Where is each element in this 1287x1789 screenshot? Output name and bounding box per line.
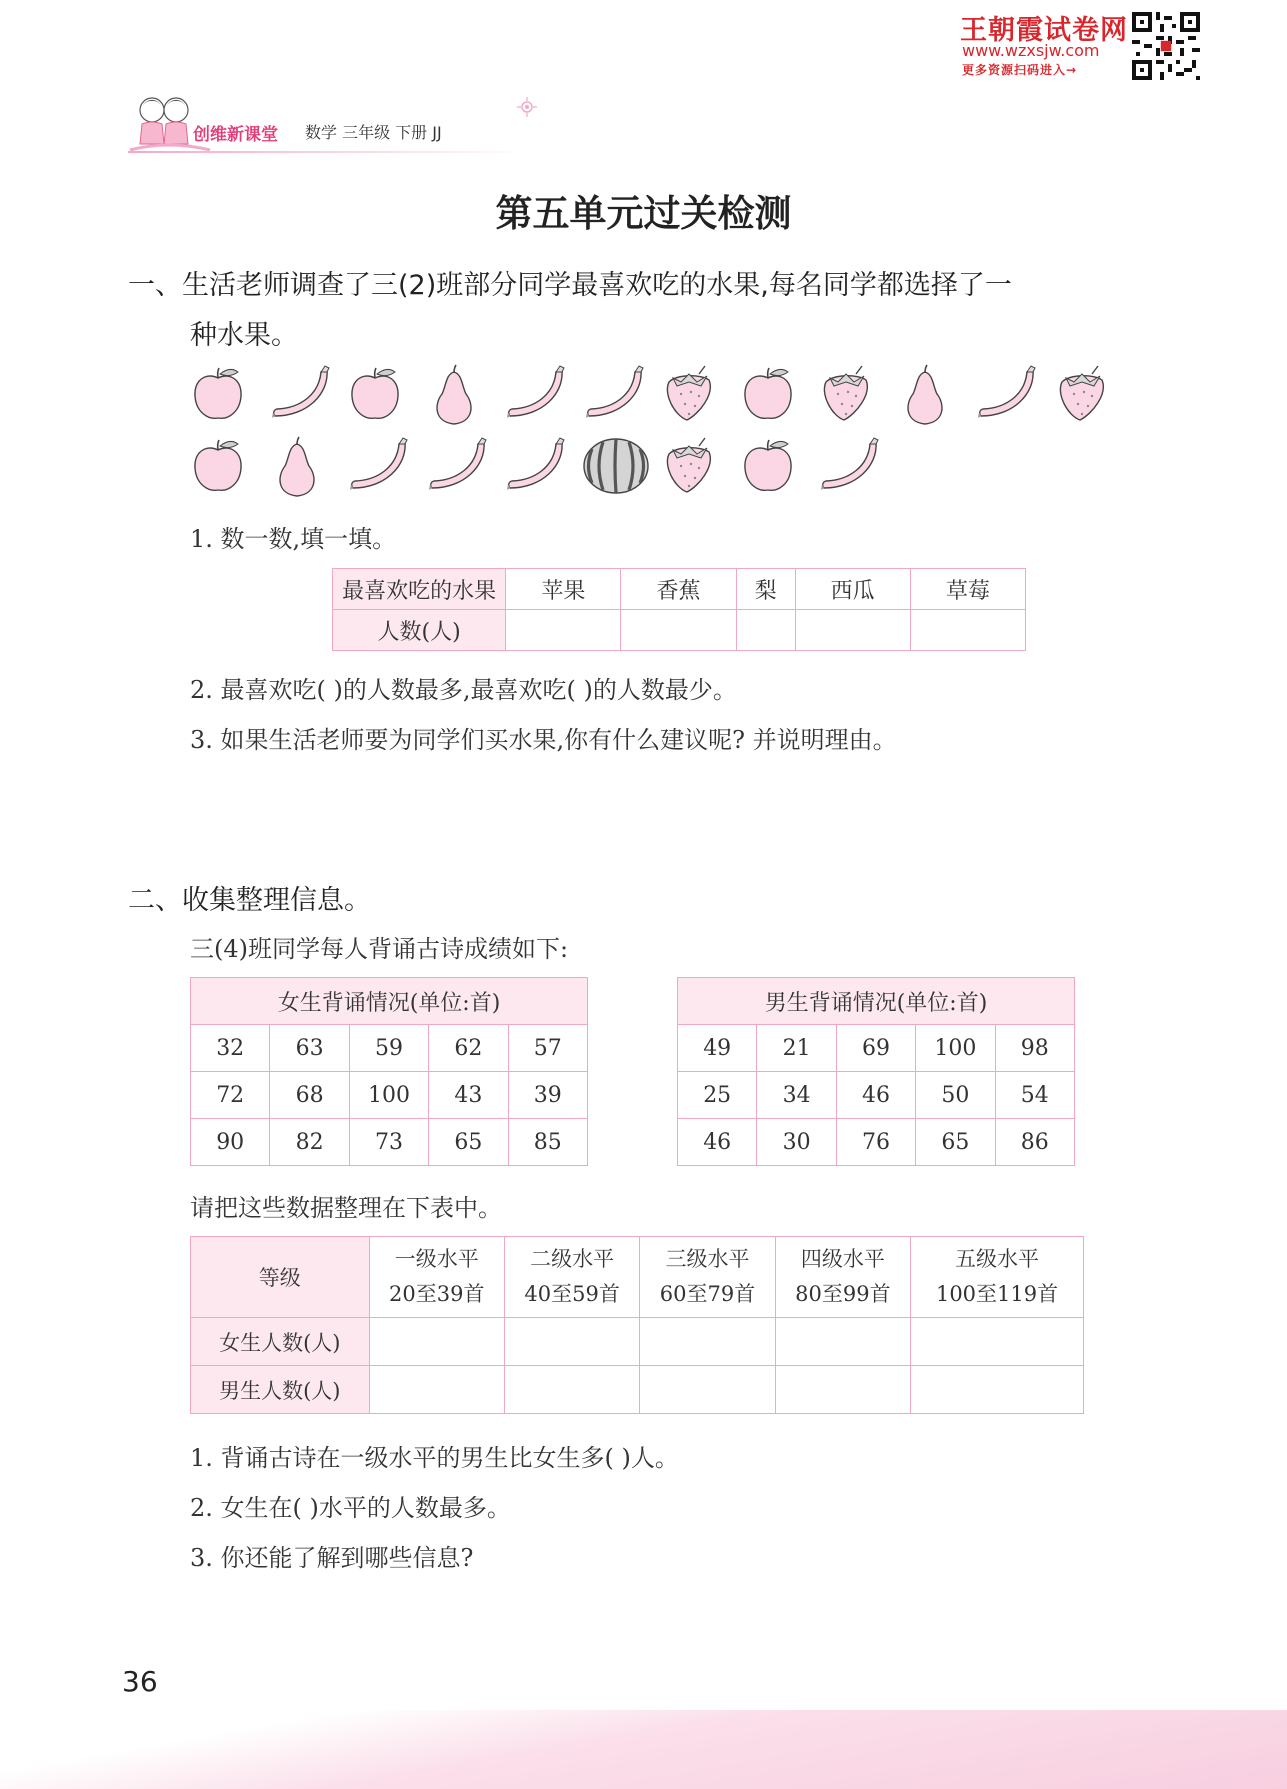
banana-icon	[502, 436, 572, 500]
boys-table-score-cell: 21	[757, 1025, 836, 1072]
course-info: 数学 三年级 下册 JJ	[305, 123, 442, 142]
section2-question-2: 2. 女生在( )水平的人数最多。	[190, 1494, 511, 1522]
boys-table-row	[678, 1119, 1075, 1166]
fruit-table-row-label: 人数(人)	[333, 610, 506, 651]
girls-table-title: 女生背诵情况(单位:首)	[191, 978, 588, 1025]
answer-cell-girls-level-2[interactable]	[504, 1318, 639, 1366]
grade-table-girls-row	[191, 1318, 1084, 1366]
girls-table-score-cell: 57	[508, 1025, 587, 1072]
watermark-url: www.wzxsjw.com	[962, 41, 1100, 60]
girls-table-score-cell: 82	[270, 1119, 349, 1166]
section2-intro: 三(4)班同学每人背诵古诗成绩如下:	[190, 935, 569, 963]
girls-table-score-cell: 63	[270, 1025, 349, 1072]
level-4-name: 四级水平	[800, 1247, 885, 1271]
strawberry-icon	[659, 364, 719, 428]
level-5-range: 100至119首	[935, 1282, 1059, 1306]
level-3-name: 三级水平	[665, 1247, 750, 1271]
grade-table-header-row	[191, 1237, 1084, 1318]
girls-table-score-cell: 85	[508, 1119, 587, 1166]
boys-table-score-cell: 98	[995, 1025, 1074, 1072]
banana-icon	[502, 364, 572, 428]
level-2-name: 二级水平	[530, 1247, 615, 1271]
brand-name: 创维新课堂	[193, 125, 278, 145]
watermark-title: 王朝霞试卷网	[960, 15, 1128, 46]
level-1-header	[369, 1237, 504, 1318]
fruit-count-table	[332, 568, 1026, 651]
answer-cell-boys-level-4[interactable]	[775, 1366, 910, 1414]
boys-table-score-cell: 100	[916, 1025, 995, 1072]
boys-table-score-cell: 46	[836, 1072, 915, 1119]
sparkle-icon	[516, 96, 538, 118]
qr-code-icon	[1132, 12, 1200, 80]
answer-cell-girls-level-3[interactable]	[640, 1318, 775, 1366]
level-3-range: 60至79首	[659, 1282, 756, 1306]
answer-cell-boys-level-3[interactable]	[640, 1366, 775, 1414]
girls-table-score-cell: 90	[191, 1119, 270, 1166]
boys-table-score-cell: 34	[757, 1072, 836, 1119]
apple-icon	[188, 436, 248, 500]
grade-table-corner: 等级	[191, 1237, 370, 1318]
fruit-table-header-label: 最喜欢吃的水果	[333, 569, 506, 610]
section2-question-3: 3. 你还能了解到哪些信息?	[190, 1544, 474, 1572]
apple-icon	[188, 364, 248, 428]
answer-cell-watermelon[interactable]	[795, 610, 910, 651]
boys-table-score-cell: 46	[678, 1119, 757, 1166]
answer-cell-girls-level-5[interactable]	[911, 1318, 1084, 1366]
watermark-subtitle: 更多资源扫码进入→	[962, 63, 1078, 77]
girls-table-score-cell: 72	[191, 1072, 270, 1119]
section2-instruction: 请把这些数据整理在下表中。	[190, 1194, 502, 1222]
grade-table-boys-row	[191, 1366, 1084, 1414]
grade-table-girls-label: 女生人数(人)	[191, 1318, 370, 1366]
boys-table-row	[678, 1025, 1075, 1072]
banana-icon	[581, 364, 651, 428]
boys-table-score-cell: 30	[757, 1119, 836, 1166]
girls-table-score-cell: 62	[429, 1025, 508, 1072]
level-2-header	[504, 1237, 639, 1318]
strawberry-icon	[1052, 364, 1112, 428]
level-1-name: 一级水平	[394, 1247, 479, 1271]
level-2-range: 40至59首	[524, 1282, 620, 1306]
girls-table-score-cell: 32	[191, 1025, 270, 1072]
girls-table-row	[191, 1119, 588, 1166]
level-4-range: 80至99首	[795, 1282, 891, 1306]
apple-icon	[738, 364, 798, 428]
section2-question-1: 1. 背诵古诗在一级水平的男生比女生多( )人。	[190, 1444, 679, 1472]
fruit-table-count-row	[333, 610, 1026, 651]
girls-table-score-cell: 100	[349, 1072, 428, 1119]
banana-icon	[345, 436, 415, 500]
bottom-decoration	[0, 1710, 1287, 1789]
banana-icon	[424, 436, 494, 500]
level-3-header	[640, 1237, 775, 1318]
level-5-name: 五级水平	[955, 1247, 1040, 1271]
watermelon-icon	[581, 436, 651, 500]
grade-table-boys-label: 男生人数(人)	[191, 1366, 370, 1414]
answer-cell-strawberry[interactable]	[910, 610, 1025, 651]
pear-icon	[267, 436, 327, 504]
boys-score-table	[677, 977, 1075, 1166]
section1-heading-line1: 一、生活老师调查了三(2)班部分同学最喜欢吃的水果,每名同学都选择了一	[128, 270, 1012, 301]
pear-icon	[895, 364, 955, 432]
fruit-table-header-strawberry: 草莓	[910, 569, 1025, 610]
answer-cell-boys-level-1[interactable]	[369, 1366, 504, 1414]
fruit-table-header-banana: 香蕉	[621, 569, 736, 610]
boys-table-score-cell: 69	[836, 1025, 915, 1072]
boys-table-score-cell: 54	[995, 1072, 1074, 1119]
level-1-range: 20至39首	[389, 1282, 485, 1306]
level-4-header	[775, 1237, 910, 1318]
header-divider	[128, 151, 528, 153]
girls-table-row	[191, 1072, 588, 1119]
fruit-table-header-watermelon: 西瓜	[795, 569, 910, 610]
answer-cell-girls-level-1[interactable]	[369, 1318, 504, 1366]
girls-table-row	[191, 1025, 588, 1072]
girls-table-score-cell: 65	[429, 1119, 508, 1166]
girls-score-table	[190, 977, 588, 1166]
girls-table-score-cell: 59	[349, 1025, 428, 1072]
page-title: 第五单元过关检测	[495, 192, 792, 235]
apple-icon	[738, 436, 798, 500]
answer-cell-girls-level-4[interactable]	[775, 1318, 910, 1366]
section2-heading: 二、收集整理信息。	[128, 885, 371, 916]
answer-cell-apple[interactable]	[506, 610, 621, 651]
answer-cell-boys-level-5[interactable]	[911, 1366, 1084, 1414]
section1-question-3: 3. 如果生活老师要为同学们买水果,你有什么建议呢? 并说明理由。	[190, 726, 897, 754]
section1-question-1: 1. 数一数,填一填。	[190, 525, 397, 553]
page-number: 36	[122, 1665, 158, 1698]
banana-icon	[267, 364, 337, 428]
answer-cell-pear[interactable]	[736, 610, 795, 651]
girls-table-score-cell: 39	[508, 1072, 587, 1119]
boys-table-row	[678, 1072, 1075, 1119]
strawberry-icon	[816, 364, 876, 428]
apple-icon	[345, 364, 405, 428]
fruit-table-header-row	[333, 569, 1026, 610]
boys-table-score-cell: 25	[678, 1072, 757, 1119]
banana-icon	[816, 436, 886, 500]
fruit-table-header-apple: 苹果	[506, 569, 621, 610]
grade-summary-table	[190, 1236, 1084, 1414]
fruit-table-header-pear: 梨	[736, 569, 795, 610]
boys-table-score-cell: 49	[678, 1025, 757, 1072]
section1-heading-line2: 种水果。	[190, 320, 298, 351]
boys-table-title: 男生背诵情况(单位:首)	[678, 978, 1075, 1025]
section1-question-2: 2. 最喜欢吃( )的人数最多,最喜欢吃( )的人数最少。	[190, 676, 737, 704]
answer-cell-boys-level-2[interactable]	[504, 1366, 639, 1414]
boys-table-score-cell: 76	[836, 1119, 915, 1166]
girls-table-score-cell: 68	[270, 1072, 349, 1119]
boys-table-score-cell: 65	[916, 1119, 995, 1166]
answer-cell-banana[interactable]	[621, 610, 736, 651]
level-5-header	[911, 1237, 1084, 1318]
banana-icon	[973, 364, 1043, 428]
girls-table-score-cell: 43	[429, 1072, 508, 1119]
girls-table-score-cell: 73	[349, 1119, 428, 1166]
strawberry-icon	[659, 436, 719, 500]
boys-table-score-cell: 50	[916, 1072, 995, 1119]
pear-icon	[424, 364, 484, 432]
boys-table-score-cell: 86	[995, 1119, 1074, 1166]
